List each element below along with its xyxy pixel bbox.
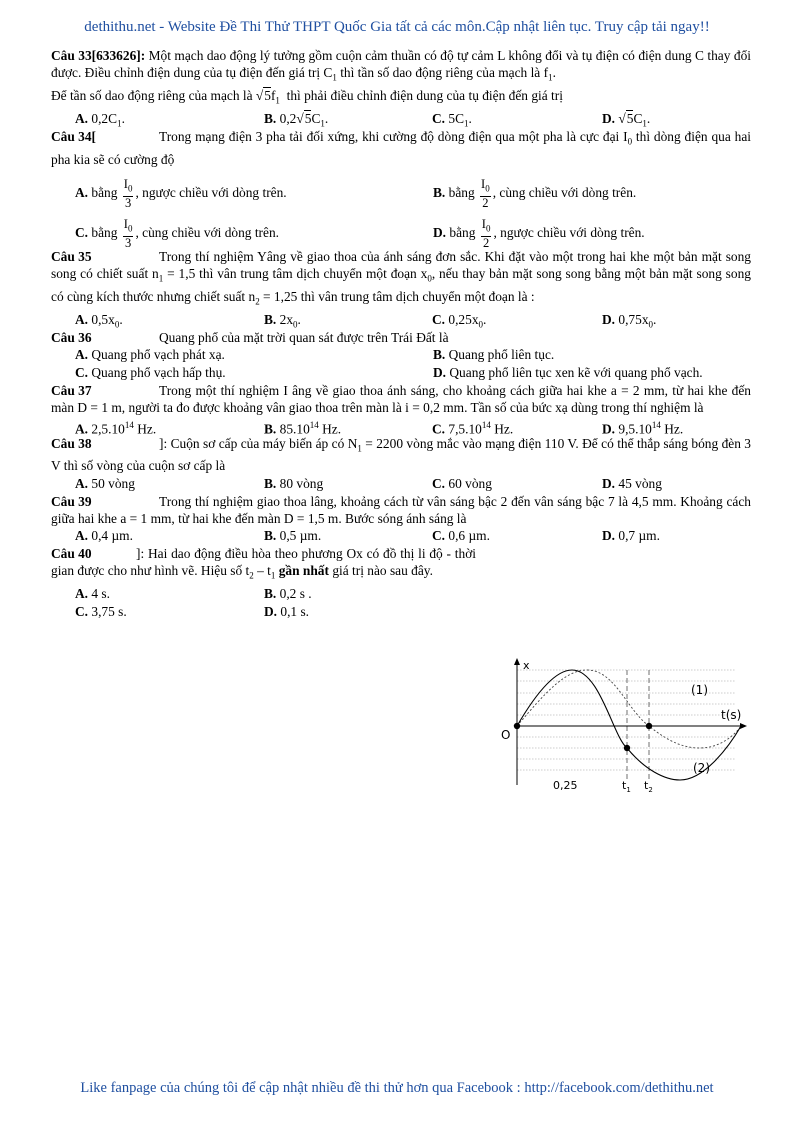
q40-label: Câu 40 bbox=[51, 546, 92, 562]
origin-label: O bbox=[501, 728, 511, 742]
q34-option-d[interactable]: D. bằng $\frac{I_0}{2}$ , ngược chiều với dòng trên. bbox=[433, 217, 645, 250]
q38-option-d[interactable]: D. 45 vòng bbox=[602, 475, 662, 491]
q38-label: Câu 38 bbox=[51, 435, 92, 451]
q40-options-row2 bbox=[51, 603, 751, 621]
q35-option-b[interactable]: B. $2x_0$. bbox=[264, 311, 301, 330]
q40-oscillation-graph bbox=[495, 655, 755, 795]
exam-content bbox=[51, 47, 751, 621]
q34-option-a[interactable]: A. bằng $\frac{I_0}{3}$ , ngược chiều với dòng trên. bbox=[75, 177, 287, 210]
graph-vertical-guides bbox=[627, 670, 649, 780]
q34-label: Câu 34[ bbox=[51, 128, 97, 144]
point-origin bbox=[514, 723, 520, 729]
q37-option-c[interactable]: C. 7,5.10$^{14}$ Hz. bbox=[432, 419, 514, 437]
t2-label: $t_2$ bbox=[644, 779, 653, 794]
q38-option-b[interactable]: B. 80 vòng bbox=[264, 475, 324, 491]
curve-1-label: (1) bbox=[691, 683, 708, 697]
q37-option-d[interactable]: D. 9,5.10$^{14}$ Hz. bbox=[602, 419, 684, 437]
question-36: Câu 36 Quang phổ của mặt trời quan sát được trên Trái Đất là bbox=[51, 329, 449, 345]
q33-options bbox=[51, 110, 751, 128]
page-footer: Like fanpage của chúng tôi để cập nhật nhiều đề thi thử hơn qua Facebook : http://facebook.com/dethithu.net bbox=[80, 1080, 714, 1096]
q39-option-d[interactable]: D. 0,7 µm. bbox=[602, 528, 660, 544]
q40-option-c[interactable]: C. 3,75 s. bbox=[75, 604, 127, 620]
question-37: Câu 37 Trong một thí nghiệm I âng về giao thoa ánh sáng, cho khoảng cách giữa hai khe a = 2 mm, từ hai khe đến màn D = 1 m, người ta đo được khoảng vân giao thoa trên màn là i = 0,2 mm. Tần số của bức xạ dùng trong thí nghiệm là bbox=[51, 383, 751, 416]
q39-label: Câu 39 bbox=[51, 493, 92, 509]
q36-label: Câu 36 bbox=[51, 329, 92, 345]
q34-option-c[interactable]: C. bằng $\frac{I_0}{3}$ , cùng chiều với dòng trên. bbox=[75, 217, 279, 250]
question-39: Câu 39 Trong thí nghiệm giao thoa lâng, khoảng cách từ vân sáng bậc 2 đến vân sáng bậc 7 là 4,5 mm. Khoảng cách giữa hai khe a = 1 mm, từ hai khe đến màn D = 1,5 m. Bước sóng ánh sáng là bbox=[51, 493, 751, 526]
q34-options-row2 bbox=[51, 208, 751, 248]
question-38: Câu 38 ]: Cuộn sơ cấp của máy biến áp có $N_1 = 2200$ vòng mắc vào mạng điện 110 V. Để có thể thắp sáng bóng đèn 3 V thì số vòng của cuộn sơ cấp là bbox=[51, 435, 752, 474]
q35-label: Câu 35 bbox=[51, 249, 92, 265]
q35-options bbox=[51, 311, 751, 329]
q36-options-row2 bbox=[51, 364, 751, 382]
x-axis-label: x bbox=[523, 659, 530, 672]
q33-option-d[interactable]: D. $√5C_1$. bbox=[602, 110, 651, 129]
q37-label: Câu 37 bbox=[51, 383, 92, 399]
q39-option-c[interactable]: C. 0,6 µm. bbox=[432, 528, 490, 544]
q39-option-a[interactable]: A. 0,4 µm. bbox=[75, 528, 133, 544]
question-35: Câu 35 Trong thí nghiệm Yâng về giao thoa của ánh sáng đơn sắc. Khi đặt vào một trong hai khe một bản mặt song song có chiết suất $n_1 = 1,5$ thì vân trung tâm dịch chuyển một đoạn $x_0$, nếu thay bản mặt song song bằng một bản mặt song song có cùng kích thước nhưng chiết suất $n_2 = 1,25$ thì vân trung tâm dịch chuyển một đoạn là : bbox=[51, 249, 751, 307]
q36-option-a[interactable]: A. Quang phổ vạch phát xạ. bbox=[75, 347, 225, 363]
point-t1 bbox=[624, 745, 630, 751]
q33-option-b[interactable]: B. $0,2√5C_1$. bbox=[264, 110, 329, 129]
q37-option-a[interactable]: A. 2,5.10$^{14}$ Hz. bbox=[75, 419, 157, 437]
q34-options-row1 bbox=[51, 168, 751, 208]
q38-option-a[interactable]: A. 50 vòng bbox=[75, 475, 135, 491]
q40-option-a[interactable]: A. 4 s. bbox=[75, 586, 110, 602]
q35-option-a[interactable]: A. $0,5x_0$. bbox=[75, 311, 123, 330]
q36-option-b[interactable]: B. Quang phổ liên tục. bbox=[433, 347, 555, 363]
q39-option-b[interactable]: B. 0,5 µm. bbox=[264, 528, 322, 544]
t-axis-label: t(s) bbox=[721, 708, 742, 722]
q33-option-c[interactable]: C. $5C_1$. bbox=[432, 110, 472, 129]
q36-option-c[interactable]: C. Quang phổ vạch hấp thụ. bbox=[75, 365, 226, 381]
q39-options bbox=[51, 527, 751, 545]
curve-1 bbox=[517, 670, 741, 748]
curve-2-label: (2) bbox=[693, 761, 710, 775]
q33-option-a[interactable]: A. $0,2C_1$. bbox=[75, 110, 125, 129]
q37-option-b[interactable]: B. 85.10$^{14}$ Hz. bbox=[264, 419, 342, 437]
question-33: Câu 33[633626]: Một mạch dao động lý tưởng gồm cuộn cảm thuần có độ tự cảm L không đổi và tụ điện có điện dung C thay đổi được. Điều chỉnh điện dung của tụ điện đến giá trị $C_1$ thì tần số dao động riêng của mạch là $f_1$. Để tần số dao động riêng của mạch là $√5f_1$ thì phải điều chỉnh điện dung của tụ điện đến giá trị bbox=[51, 48, 751, 106]
q38-option-c[interactable]: C. 60 vòng bbox=[432, 475, 492, 491]
question-34: Câu 34[ Trong mạng điện 3 pha tải đối xứng, khi cường độ dòng điện qua một pha là cực đại $I_0$ thì dòng điện qua hai pha kia sẽ có cường độ bbox=[51, 128, 751, 167]
point-t2 bbox=[646, 723, 652, 729]
q35-option-c[interactable]: C. $0,25x_0$. bbox=[432, 311, 487, 330]
t1-label: $t_1$ bbox=[622, 779, 631, 794]
q36-options-row1 bbox=[51, 346, 751, 364]
tick-label: 0,25 bbox=[553, 779, 578, 792]
page-header: dethithu.net - Website Đề Thi Thử THPT Quốc Gia tất cả các môn.Cập nhật liên tục. Truy cập tải ngay!! bbox=[84, 19, 710, 35]
q40-option-b[interactable]: B. 0,2 s . bbox=[264, 586, 312, 602]
q35-option-d[interactable]: D. $0,75x_0$. bbox=[602, 311, 657, 330]
q38-options bbox=[51, 475, 751, 493]
q40-options-row1 bbox=[51, 585, 751, 603]
q33-label: Câu 33[633626]: bbox=[51, 48, 146, 63]
q40-option-d[interactable]: D. 0,1 s. bbox=[264, 604, 310, 620]
q36-option-d[interactable]: D. Quang phổ liên tục xen kẽ với quang phổ vạch. bbox=[433, 365, 703, 381]
q34-option-b[interactable]: B. bằng $\frac{I_0}{2}$ , cùng chiều với dòng trên. bbox=[433, 177, 637, 210]
q37-options bbox=[51, 417, 751, 435]
question-40: Câu 40 ]: Hai dao động điều hòa theo phương Ox có đồ thị li độ - thời gian được cho như hình vẽ. Hiệu số $t_2 - t_1$ gần nhất giá trị nào sau đây. bbox=[51, 546, 476, 581]
